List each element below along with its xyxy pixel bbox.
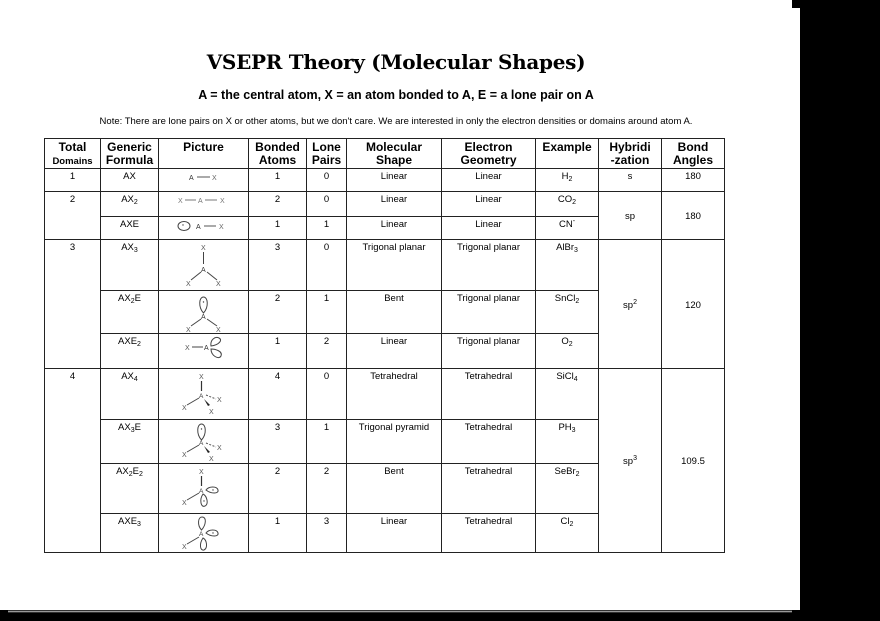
total-domains-cell: 4 — [45, 369, 101, 553]
example-cell: $O_2$ — [536, 334, 599, 369]
svg-text:X: X — [216, 397, 222, 404]
molecular-shape-cell: Linear — [347, 334, 442, 369]
molecular-shape-cell: Linear — [347, 514, 442, 553]
hybridization-cell: $sp^2$ — [599, 240, 662, 369]
lone-pairs-cell: 1 — [307, 420, 347, 464]
formula-cell: $AX_2$ — [101, 192, 159, 217]
electron-geometry-cell: Tetrahedral — [442, 514, 536, 553]
lone-pairs-cell: 1 — [307, 291, 347, 334]
electron-geometry-cell: Linear — [442, 192, 536, 217]
picture-cell — [159, 291, 249, 334]
formula-cell: $AX_2E_2$ — [101, 464, 159, 514]
linear-ax2-icon — [176, 194, 232, 206]
example-cell: $H_2$ — [536, 169, 599, 192]
bonded-atoms-cell: 1 — [249, 334, 307, 369]
svg-text:A: A — [197, 198, 203, 205]
svg-text:X: X — [181, 405, 187, 412]
svg-text:X: X — [208, 409, 214, 416]
formula-cell: $AXE_2$ — [101, 334, 159, 369]
table-row — [45, 369, 725, 420]
trigonal-pyramid-ax3e-icon — [177, 422, 231, 462]
svg-text:X: X — [215, 327, 221, 333]
svg-text:X: X — [200, 245, 206, 252]
total-domains-cell: 3 — [45, 240, 101, 369]
svg-text:A: A — [200, 314, 206, 321]
svg-text:X: X — [181, 452, 187, 459]
svg-text:X: X — [219, 198, 225, 205]
total-domains-cell: 2 — [45, 192, 101, 240]
picture-cell — [159, 464, 249, 514]
electron-geometry-cell: Tetrahedral — [442, 464, 536, 514]
lone-pairs-cell: 0 — [307, 192, 347, 217]
formula-cell: $AXE_3$ — [101, 514, 159, 553]
molecular-shape-cell: Linear — [347, 169, 442, 192]
formula-cell: $AX_3E$ — [101, 420, 159, 464]
picture-cell — [159, 334, 249, 369]
formula-cell: $AX_4$ — [101, 369, 159, 420]
example-cell: AlBr$_3$ — [536, 240, 599, 291]
header-example: Example — [536, 139, 599, 169]
hybridization-cell: s — [599, 169, 662, 192]
lone-pairs-cell: 2 — [307, 334, 347, 369]
picture-cell — [159, 192, 249, 217]
linear-axe3-icon — [177, 516, 231, 552]
molecular-shape-cell: Trigonal planar — [347, 240, 442, 291]
example-cell: $Cl_2$ — [536, 514, 599, 553]
svg-text:X: X — [177, 198, 183, 205]
lone-pairs-cell: 0 — [307, 169, 347, 192]
header-total-domains: Total Domains — [45, 139, 101, 169]
svg-text:A: A — [203, 345, 209, 352]
picture-cell — [159, 240, 249, 291]
header-generic-formula: Generic Formula — [101, 139, 159, 169]
linear-axe2-icon — [179, 336, 229, 362]
bond-angle-cell: 120 — [662, 240, 725, 369]
header-lone-pairs: Lone Pairs — [307, 139, 347, 169]
svg-text:A: A — [188, 175, 194, 182]
svg-text:X: X — [185, 281, 191, 288]
svg-text:X: X — [181, 500, 187, 507]
page-title: VSEPR Theory (Molecular Shapes) — [206, 50, 586, 74]
example-cell: CN- — [536, 217, 599, 240]
lone-pairs-cell: 2 — [307, 464, 347, 514]
bonded-atoms-cell: 3 — [249, 240, 307, 291]
svg-text:X: X — [208, 456, 214, 462]
header-bond-angles: Bond Angles — [662, 139, 725, 169]
bond-angle-cell: 109.5 — [662, 369, 725, 553]
lone-pairs-cell: 0 — [307, 369, 347, 420]
formula-cell: $AX_3$ — [101, 240, 159, 291]
picture-cell — [159, 217, 249, 240]
svg-text:X: X — [218, 224, 224, 231]
bonded-atoms-cell: 2 — [249, 464, 307, 514]
bond-angle-cell: 180 — [662, 192, 725, 240]
table-row — [45, 169, 725, 192]
bonded-atoms-cell: 3 — [249, 420, 307, 464]
bonded-atoms-cell: 1 — [249, 514, 307, 553]
svg-text:X: X — [185, 327, 191, 333]
example-cell: SnCl$_2$ — [536, 291, 599, 334]
molecular-shape-cell: Trigonal pyramid — [347, 420, 442, 464]
svg-text:X: X — [215, 281, 221, 288]
svg-text:X: X — [184, 345, 190, 352]
formula-cell: AX — [101, 169, 159, 192]
svg-text:X: X — [216, 445, 222, 452]
molecular-shape-cell: Bent — [347, 291, 442, 334]
picture-cell — [159, 420, 249, 464]
svg-text:X: X — [198, 374, 204, 381]
table-header-row — [45, 139, 725, 169]
page-bottom-rule — [8, 610, 792, 613]
page-subtitle: A = the central atom, X = an atom bonded to A, E = a lone pair on A — [198, 88, 594, 102]
svg-text:A: A — [198, 393, 203, 400]
tetrahedral-ax4-icon — [177, 371, 231, 417]
electron-geometry-cell: Linear — [442, 217, 536, 240]
svg-text:X: X — [181, 544, 187, 551]
electron-geometry-cell: Trigonal planar — [442, 291, 536, 334]
example-cell: SeBr$_2$ — [536, 464, 599, 514]
lone-pairs-cell: 1 — [307, 217, 347, 240]
vsepr-table — [44, 138, 725, 553]
lone-pairs-cell: 3 — [307, 514, 347, 553]
example-cell: $PH_3$ — [536, 420, 599, 464]
header-hybridization: Hybridi -zation — [599, 139, 662, 169]
header-molecular-shape: Molecular Shape — [347, 139, 442, 169]
bond-angle-cell: 180 — [662, 169, 725, 192]
electron-geometry-cell: Linear — [442, 169, 536, 192]
table-row — [45, 240, 725, 291]
bonded-atoms-cell: 1 — [249, 217, 307, 240]
svg-text:A: A — [198, 440, 203, 447]
svg-text:A: A — [198, 488, 203, 495]
bonded-atoms-cell: 1 — [249, 169, 307, 192]
electron-geometry-cell: Tetrahedral — [442, 420, 536, 464]
molecular-shape-cell: Linear — [347, 192, 442, 217]
example-cell: $CO_2$ — [536, 192, 599, 217]
molecular-shape-cell: Linear — [347, 217, 442, 240]
molecular-shape-cell: Tetrahedral — [347, 369, 442, 420]
bent-ax2e-icon — [179, 293, 229, 333]
bonded-atoms-cell: 2 — [249, 291, 307, 334]
svg-text:A: A — [200, 267, 206, 274]
svg-text:X: X — [198, 469, 204, 476]
header-picture: Picture — [159, 139, 249, 169]
bonded-atoms-cell: 2 — [249, 192, 307, 217]
electron-geometry-cell: Trigonal planar — [442, 240, 536, 291]
trigonal-planar-ax3-icon — [179, 242, 229, 288]
bent-ax2e2-icon — [177, 466, 231, 512]
hybridization-cell: sp — [599, 192, 662, 240]
svg-text:A: A — [198, 531, 203, 538]
example-cell: SiCl$_4$ — [536, 369, 599, 420]
svg-text:A: A — [195, 224, 201, 231]
hybridization-cell: $sp^3$ — [599, 369, 662, 553]
linear-axe-icon — [176, 219, 232, 233]
formula-cell: $AX_2E$ — [101, 291, 159, 334]
page-note: Note: There are lone pairs on X or other atoms, but we don't care. We are interested in only the electron densities or domains around atom A. — [99, 116, 693, 127]
picture-cell — [159, 514, 249, 553]
molecular-shape-cell: Bent — [347, 464, 442, 514]
picture-cell — [159, 169, 249, 192]
linear-ax-icon — [184, 171, 224, 183]
electron-geometry-cell: Trigonal planar — [442, 334, 536, 369]
header-bonded-atoms: Bonded Atoms — [249, 139, 307, 169]
total-domains-cell: 1 — [45, 169, 101, 192]
lone-pairs-cell: 0 — [307, 240, 347, 291]
table-row — [45, 192, 725, 217]
header-electron-geometry: Electron Geometry — [442, 139, 536, 169]
electron-geometry-cell: Tetrahedral — [442, 369, 536, 420]
formula-cell: AXE — [101, 217, 159, 240]
svg-text:X: X — [211, 175, 217, 182]
page-corner-mask — [792, 0, 800, 8]
picture-cell — [159, 369, 249, 420]
bonded-atoms-cell: 4 — [249, 369, 307, 420]
